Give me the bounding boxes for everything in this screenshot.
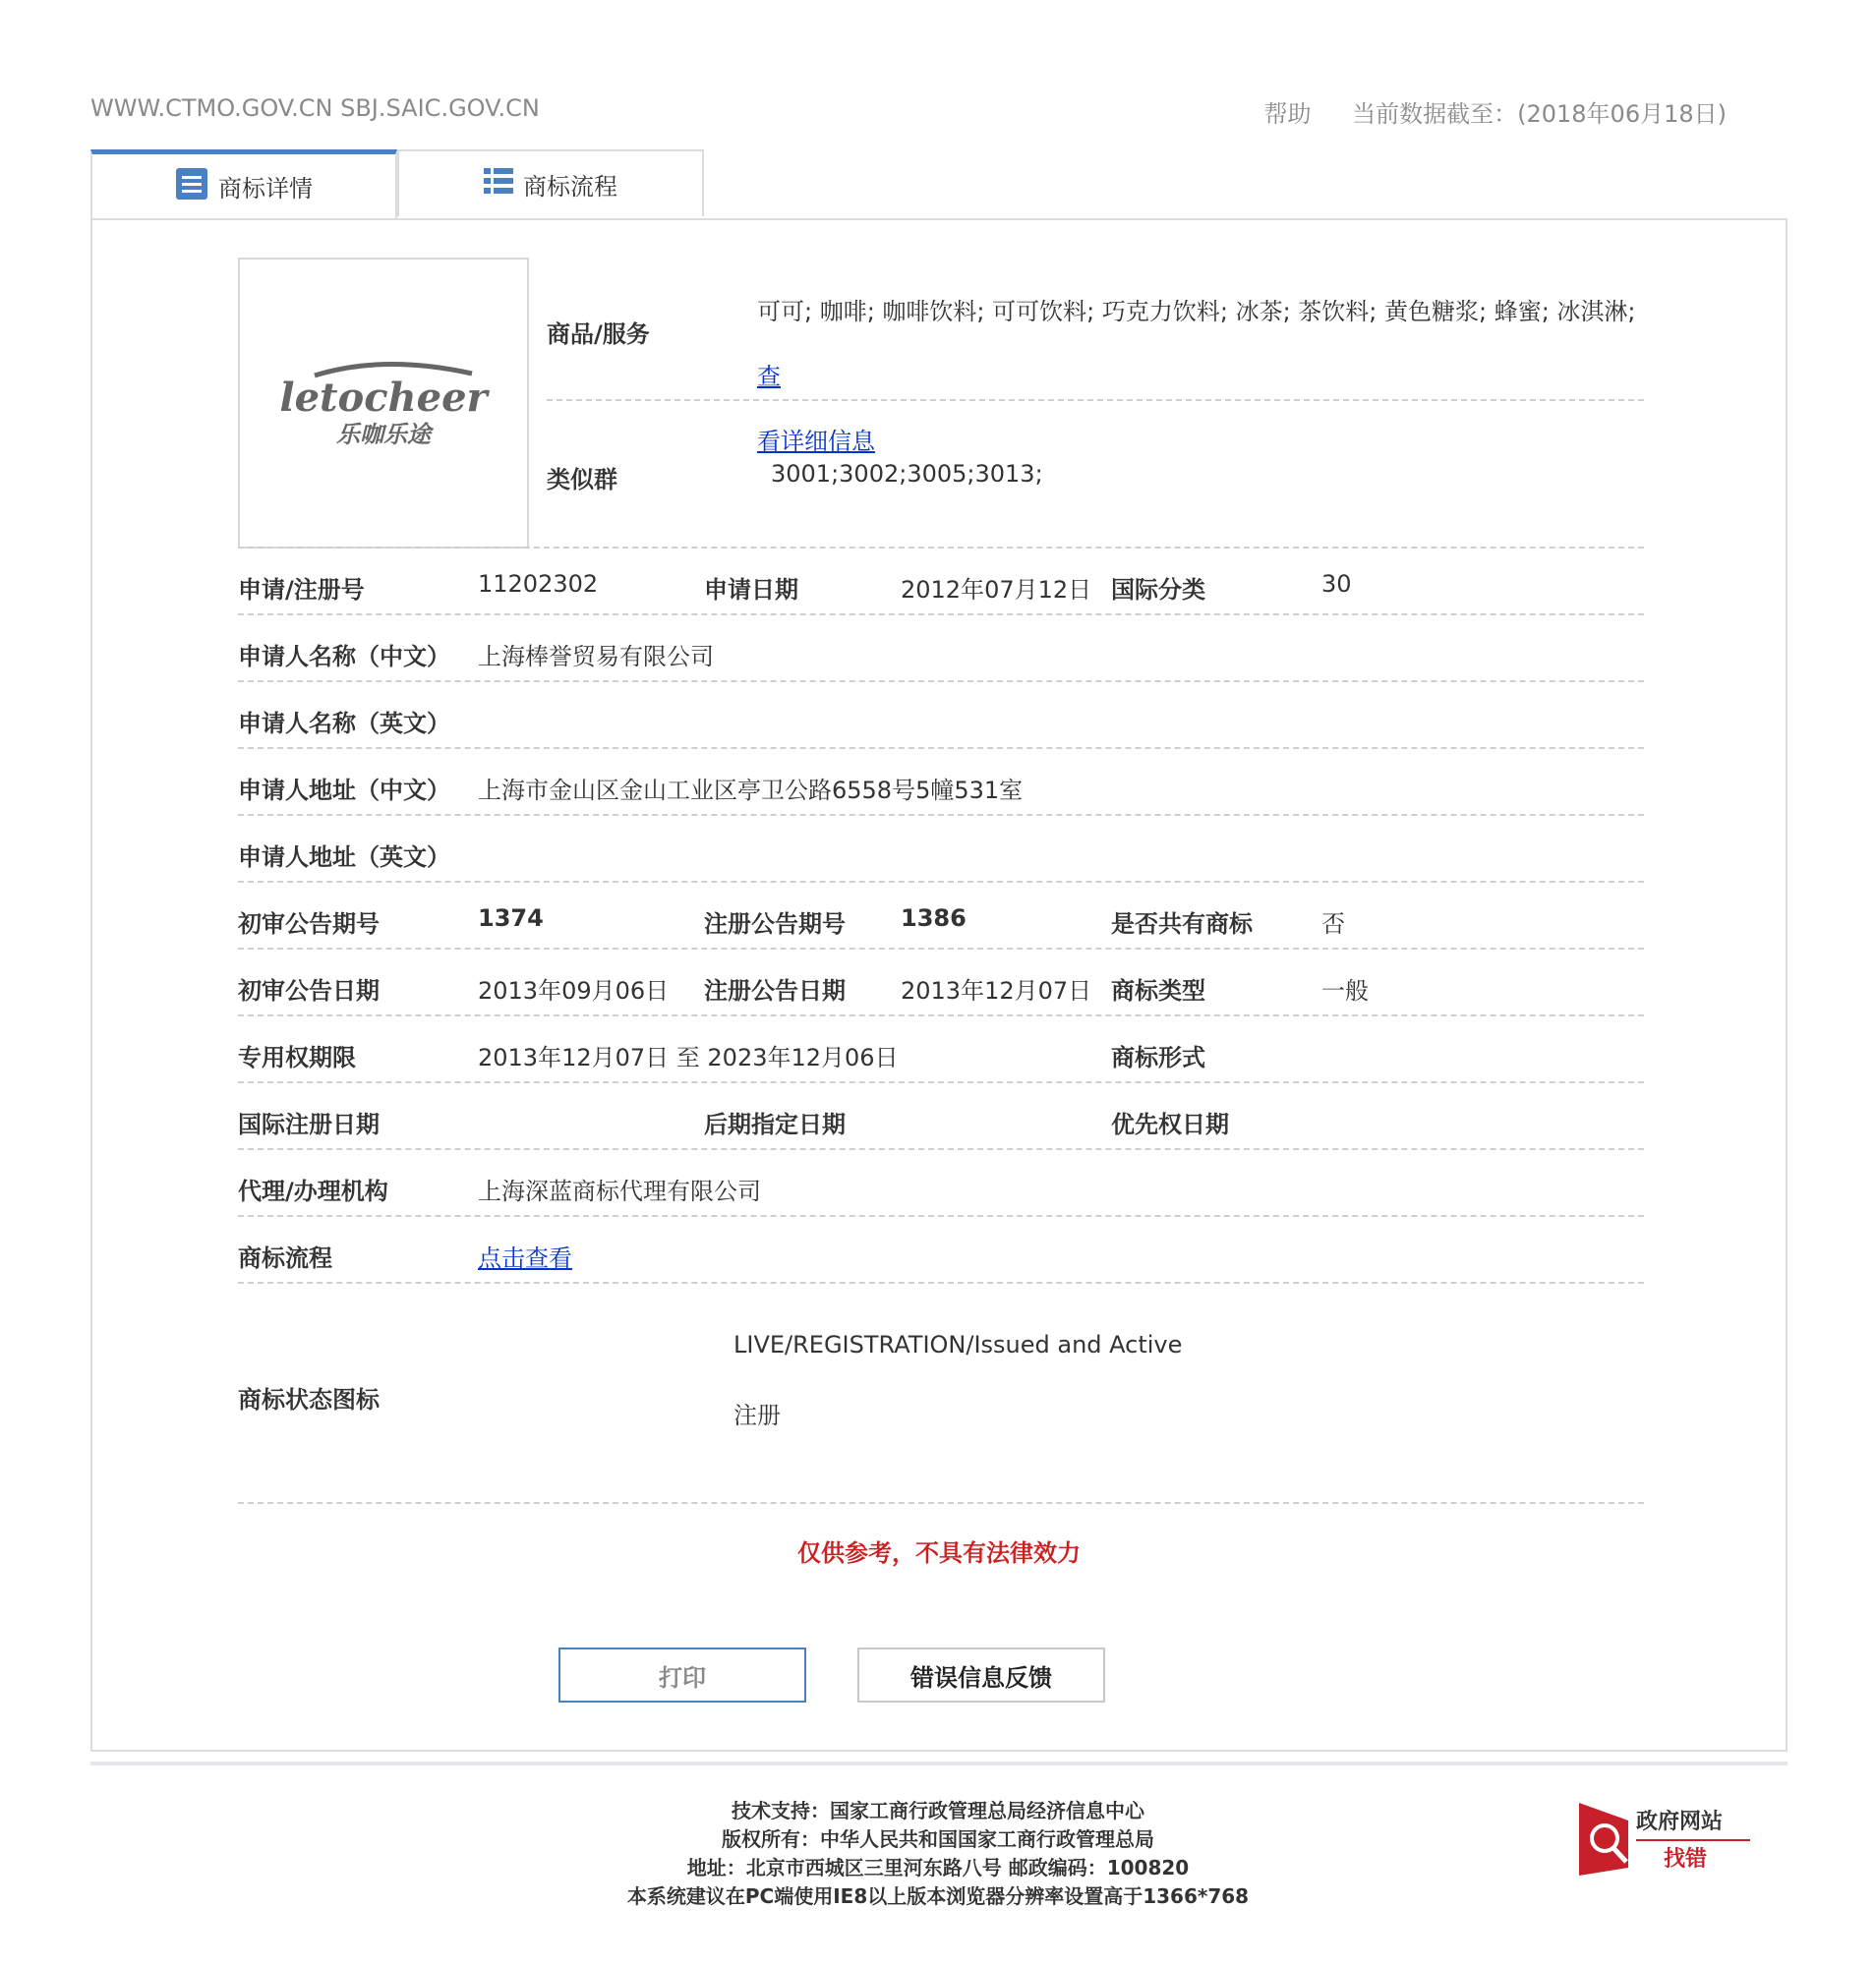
agent-value: 上海深蓝商标代理有限公司 [478, 1178, 761, 1205]
applicant-cn-label: 申请人名称（中文） [238, 643, 450, 670]
prelim-no-label: 初审公告期号 [238, 910, 380, 938]
divider [238, 613, 1644, 615]
intl-reg-date-label: 国际注册日期 [238, 1111, 380, 1138]
data-date: 当前数据截至：(2018年06月18日) [1352, 100, 1727, 128]
divider [238, 1282, 1644, 1284]
trademark-logo [275, 344, 492, 462]
divider [238, 1215, 1644, 1217]
app-date-label: 申请日期 [704, 576, 798, 604]
reg-pub-no-value: 1386 [901, 904, 967, 932]
status-en: LIVE/REGISTRATION/Issued and Active [733, 1331, 1183, 1359]
shared-label: 是否共有商标 [1111, 910, 1253, 938]
reg-pub-date-value: 2013年12月07日 [901, 977, 1092, 1005]
trademark-image [238, 258, 529, 549]
divider [238, 1081, 1644, 1083]
legal-warning: 仅供参考，不具有法律效力 [797, 1539, 1081, 1567]
divider [238, 547, 1644, 549]
reg-no-value: 11202302 [478, 570, 599, 598]
priority-date-label: 优先权日期 [1111, 1111, 1229, 1138]
top-bar [90, 94, 1786, 134]
reg-pub-no-label: 注册公告期号 [704, 910, 846, 938]
logo-text: letocheer [279, 375, 488, 421]
goods-detail-link[interactable]: 查 看详细信息 [757, 363, 875, 455]
logo-text-cn: 乐咖乐途 [336, 421, 431, 448]
divider [238, 1502, 1644, 1504]
help-link[interactable]: 帮助 [1263, 100, 1312, 128]
detail-panel [90, 218, 1788, 1752]
agent-label: 代理/办理机构 [238, 1178, 388, 1205]
divider [238, 1148, 1644, 1150]
applicant-cn-value: 上海棒誉贸易有限公司 [478, 643, 714, 670]
flow-link[interactable]: 点击查看 [478, 1244, 572, 1272]
print-button[interactable]: 打印 [558, 1648, 806, 1703]
list-icon [484, 166, 513, 202]
site-url: WWW.CTMO.GOV.CN SBJ.SAIC.GOV.CN [90, 94, 540, 122]
term-value: 2013年12月07日 至 2023年12月06日 [478, 1044, 899, 1071]
goods-label: 商品/服务 [547, 320, 650, 348]
address-cn-label: 申请人地址（中文） [238, 777, 450, 804]
document-list-icon [175, 167, 208, 206]
intl-class-value: 30 [1321, 570, 1352, 598]
flow-label: 商标流程 [238, 1244, 332, 1272]
goods-list: 可可; 咖啡; 咖啡饮料; 可可饮料; 巧克力饮料; 冰茶; 茶饮料; 黄色糖浆; 蜂蜜; 冰淇淋; [757, 298, 1636, 325]
badge-line2: 找错 [1664, 1847, 1708, 1872]
address-cn-value: 上海市金山区金山工业区亭卫公路6558号5幢531室 [478, 777, 1024, 804]
term-label: 专用权期限 [238, 1044, 356, 1071]
footer-tech-support: 技术支持：国家工商行政管理总局经济信息中心 [732, 1799, 1144, 1822]
top-right-info [1263, 94, 1727, 129]
magnifier-icon [1577, 1799, 1754, 1878]
error-feedback-button[interactable]: 错误信息反馈 [857, 1648, 1105, 1703]
tm-form-label: 商标形式 [1111, 1044, 1205, 1071]
divider [238, 948, 1644, 950]
tab-label: 商标详情 [218, 175, 313, 202]
later-date-label: 后期指定日期 [704, 1111, 846, 1138]
badge-line1: 政府网站 [1636, 1810, 1724, 1834]
footer-address: 地址：北京市西城区三里河东路八号 邮政编码：100820 [686, 1856, 1190, 1879]
footer-browser-note: 本系统建议在PC端使用IE8以上版本浏览器分辨率设置高于1366*768 [626, 1884, 1250, 1908]
goods-value [757, 279, 1642, 474]
divider [238, 814, 1644, 816]
divider [238, 1014, 1644, 1016]
tab-label: 商标流程 [523, 172, 617, 201]
similar-group-label: 类似群 [547, 466, 617, 493]
applicant-en-label: 申请人名称（英文） [238, 710, 450, 737]
divider [238, 680, 1644, 682]
address-en-label: 申请人地址（英文） [238, 843, 450, 871]
prelim-no-value: 1374 [478, 904, 544, 932]
footer-divider [90, 1762, 1788, 1765]
prelim-date-label: 初审公告日期 [238, 977, 380, 1005]
app-date-value: 2012年07月12日 [901, 576, 1092, 604]
status-label: 商标状态图标 [238, 1386, 380, 1414]
reg-pub-date-label: 注册公告日期 [704, 977, 846, 1005]
similar-group-value: 3001;3002;3005;3013; [771, 460, 1043, 488]
footer-copyright: 版权所有：中华人民共和国国家工商行政管理总局 [722, 1827, 1154, 1851]
tab-trademark-details[interactable] [90, 149, 397, 218]
reg-no-label: 申请/注册号 [238, 576, 365, 604]
gov-site-error-badge[interactable] [1577, 1799, 1754, 1878]
intl-class-label: 国际分类 [1111, 576, 1205, 604]
tm-type-value: 一般 [1321, 977, 1369, 1005]
divider [547, 399, 1644, 401]
prelim-date-value: 2013年09月06日 [478, 977, 670, 1005]
tab-trademark-flow[interactable] [397, 149, 704, 216]
status-cn: 注册 [733, 1402, 781, 1429]
divider [238, 881, 1644, 883]
divider [238, 747, 1644, 749]
shared-value: 否 [1321, 910, 1345, 938]
tm-type-label: 商标类型 [1111, 977, 1205, 1005]
